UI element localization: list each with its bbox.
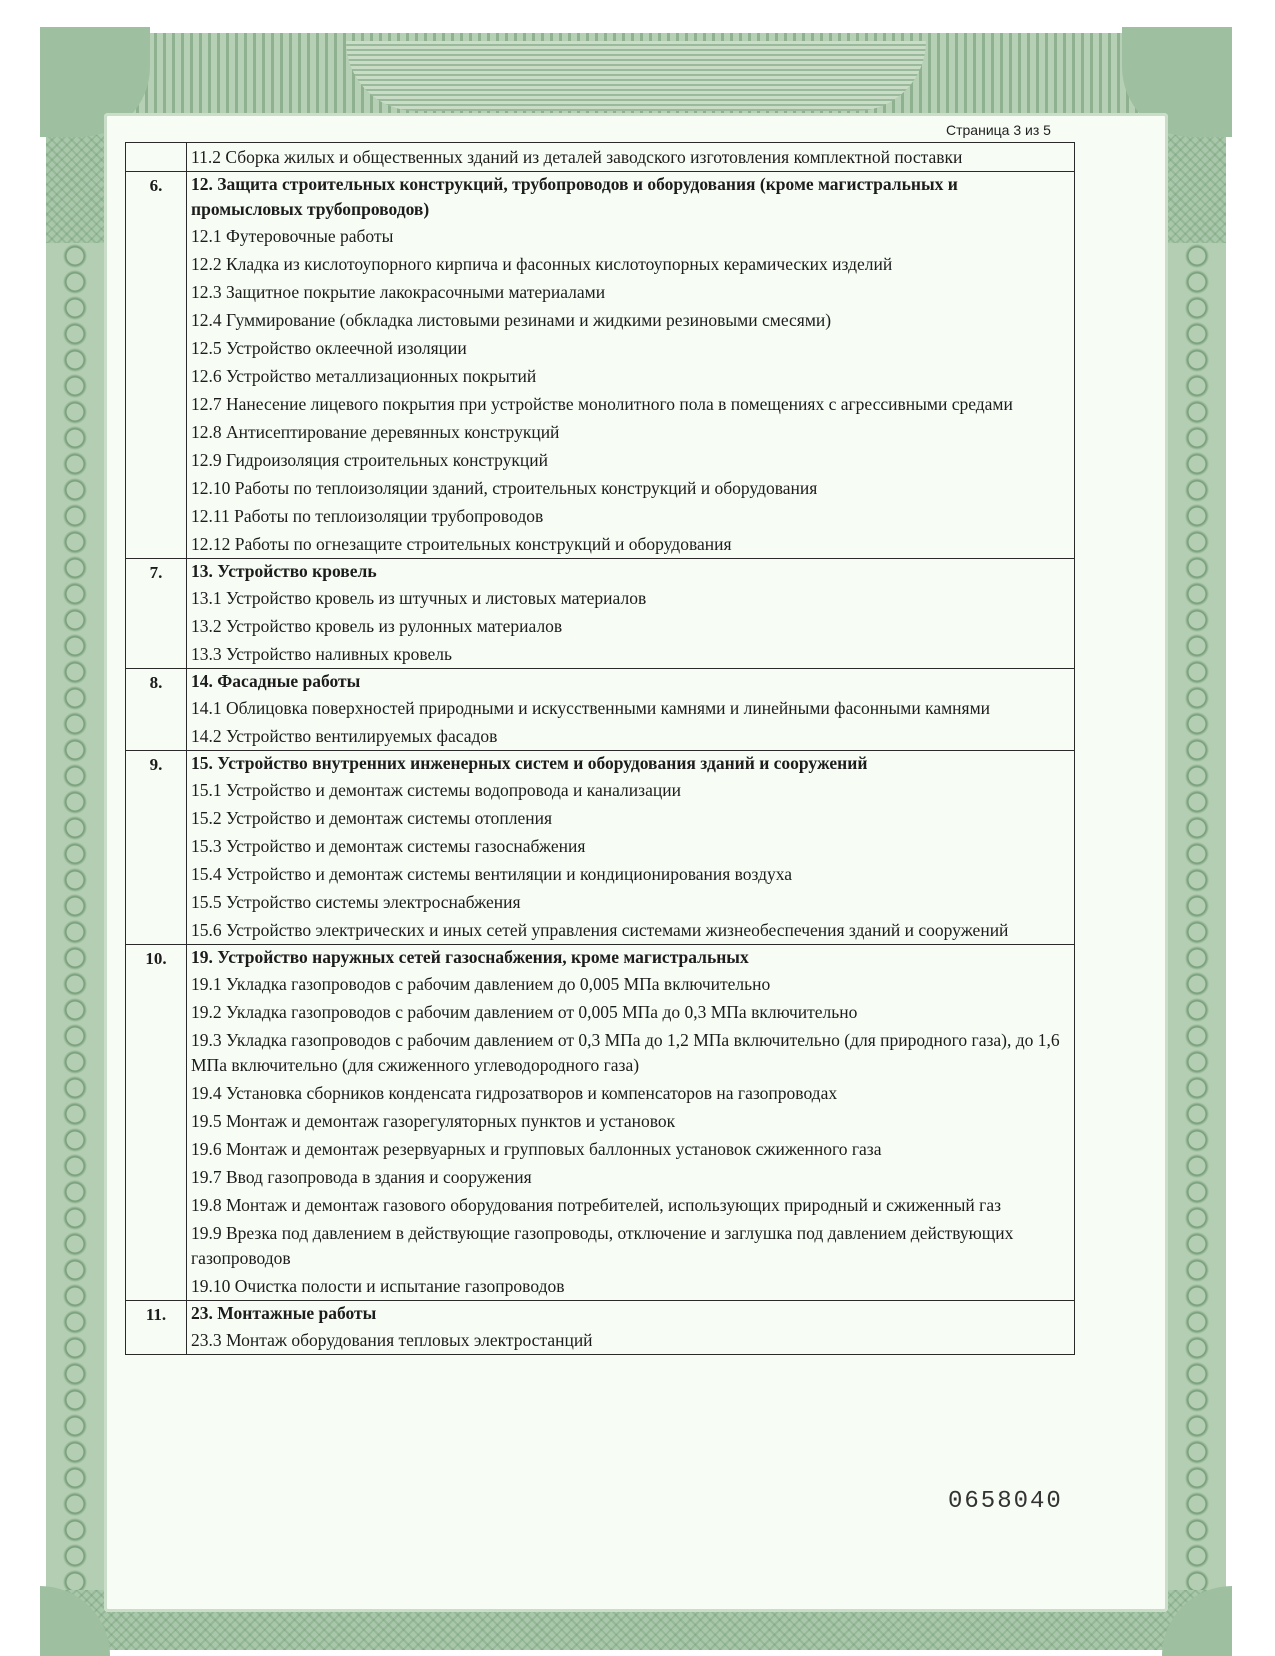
work-item: 15.1 Устройство и демонтаж системы водопровода и канализации [191, 780, 681, 800]
guilloche-right-border [1168, 243, 1226, 1590]
section-row [126, 669, 1075, 751]
works-table-body [126, 143, 1075, 1355]
section-row [126, 559, 1075, 669]
work-item: 12.6 Устройство металлизационных покрытий [191, 366, 537, 386]
section-row [126, 945, 1075, 1301]
work-item: 15.4 Устройство и демонтаж системы вентиляции и кондиционирования воздуха [191, 864, 793, 884]
work-item: 19.2 Укладка газопроводов с рабочим давлением от 0,005 МПа до 0,3 МПа включительно [191, 1002, 858, 1022]
work-item: 19.3 Укладка газопроводов с рабочим давлением от 0,3 МПа до 1,2 МПа включительно (для природного газа), до 1,6 МПа включительно (для сжиженного углеводородного газа) [191, 1030, 1060, 1075]
work-item: 19.4 Установка сборников конденсата гидрозатворов и компенсаторов на газопроводах [191, 1083, 838, 1103]
work-item: 13.3 Устройство наливных кровель [191, 644, 453, 664]
corner-ornament-bottom-right [1162, 1586, 1232, 1656]
section-heading: 12. Защита строительных конструкций, трубопроводов и оборудования (кроме магистральных и промысловых трубопроводов) [191, 174, 958, 219]
work-item: 12.5 Устройство оклеечной изоляции [191, 338, 467, 358]
work-item: 19.8 Монтаж и демонтаж газового оборудования потребителей, использующих природный и сжиженный газ [191, 1195, 1002, 1215]
section-number: 11. [126, 1301, 187, 1355]
section-content [187, 751, 1075, 945]
section-content [187, 143, 1075, 172]
work-item: 15.5 Устройство системы электроснабжения [191, 892, 521, 912]
work-item: 12.3 Защитное покрытие лакокрасочными материалами [191, 282, 606, 302]
work-item: 14.1 Облицовка поверхностей природными и искусственными камнями и линейными фасонными камнями [191, 698, 991, 718]
work-item: 12.12 Работы по огнезащите строительных конструкций и оборудования [191, 534, 732, 554]
work-item: 19.7 Ввод газопровода в здания и сооружения [191, 1167, 532, 1187]
section-number: 6. [126, 172, 187, 559]
section-number [126, 143, 187, 172]
section-row [126, 172, 1075, 559]
work-item: 12.1 Футеровочные работы [191, 226, 394, 246]
section-row [126, 1301, 1075, 1355]
work-item: 13.1 Устройство кровель из штучных и листовых материалов [191, 588, 647, 608]
guilloche-top-ornament [346, 41, 926, 111]
work-item: 13.2 Устройство кровель из рулонных материалов [191, 616, 563, 636]
work-item: 12.4 Гуммирование (обкладка листовыми резинами и жидкими резиновыми смесями) [191, 310, 832, 330]
work-item: 15.2 Устройство и демонтаж системы отопления [191, 808, 553, 828]
section-content [187, 1301, 1075, 1355]
page-number: Страница 3 из 5 [946, 122, 1051, 138]
section-number: 10. [126, 945, 187, 1301]
section-content [187, 669, 1075, 751]
work-item: 19.9 Врезка под давлением в действующие газопроводы, отключение и заглушка под давлением действующих газопроводов [191, 1223, 1014, 1268]
section-number: 7. [126, 559, 187, 669]
guilloche-left-border [46, 243, 104, 1590]
section-content [187, 559, 1075, 669]
section-content [187, 945, 1075, 1301]
section-row [126, 751, 1075, 945]
section-heading: 23. Монтажные работы [191, 1303, 377, 1323]
work-item: 15.3 Устройство и демонтаж системы газоснабжения [191, 836, 586, 856]
work-item: 15.6 Устройство электрических и иных сетей управления системами жизнеобеспечения зданий и сооружений [191, 920, 1009, 940]
work-item: 19.6 Монтаж и демонтаж резервуарных и групповых баллонных установок сжиженного газа [191, 1139, 882, 1159]
work-item: 19.1 Укладка газопроводов с рабочим давлением до 0,005 МПа включительно [191, 974, 771, 994]
section-heading: 15. Устройство внутренних инженерных систем и оборудования зданий и сооружений [191, 753, 868, 773]
section-row [126, 143, 1075, 172]
work-item: 19.10 Очистка полости и испытание газопроводов [191, 1276, 565, 1296]
section-heading: 13. Устройство кровель [191, 561, 377, 581]
work-item: 12.7 Нанесение лицевого покрытия при устройстве монолитного пола в помещениях с агрессивными средами [191, 394, 1013, 414]
work-item: 12.8 Антисептирование деревянных конструкций [191, 422, 560, 442]
section-content [187, 172, 1075, 559]
section-number: 9. [126, 751, 187, 945]
work-item: 14.2 Устройство вентилируемых фасадов [191, 726, 498, 746]
corner-ornament-bottom-left [40, 1586, 110, 1656]
work-item: 23.3 Монтаж оборудования тепловых электростанций [191, 1330, 593, 1350]
work-item: 12.2 Кладка из кислотоупорного кирпича и фасонных кислотоупорных керамических изделий [191, 254, 893, 274]
work-item: 11.2 Сборка жилых и общественных зданий из деталей заводского изготовления комплектной поставки [191, 147, 963, 167]
serial-number: 0658040 [948, 1488, 1063, 1515]
section-heading: 14. Фасадные работы [191, 671, 361, 691]
work-item: 12.10 Работы по теплоизоляции зданий, строительных конструкций и оборудования [191, 478, 818, 498]
work-item: 12.11 Работы по теплоизоляции трубопроводов [191, 506, 544, 526]
work-item: 12.9 Гидроизоляция строительных конструкций [191, 450, 548, 470]
works-table [125, 142, 1075, 1355]
section-heading: 19. Устройство наружных сетей газоснабжения, кроме магистральных [191, 947, 749, 967]
work-item: 19.5 Монтаж и демонтаж газорегуляторных пунктов и установок [191, 1111, 676, 1131]
section-number: 8. [126, 669, 187, 751]
